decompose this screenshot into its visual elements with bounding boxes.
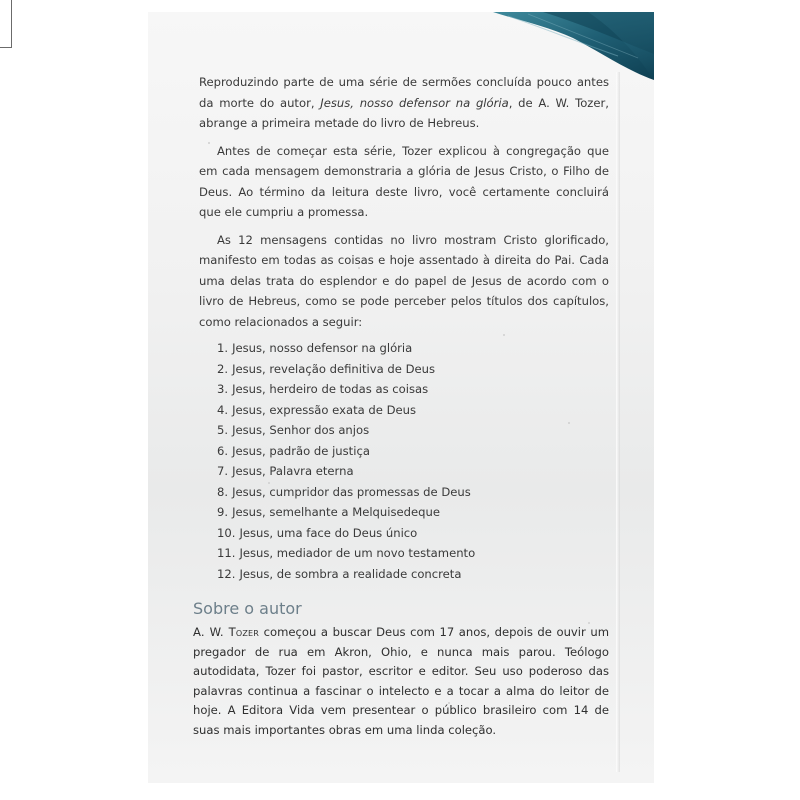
chapter-item	[217, 461, 609, 482]
chapter-title: Jesus, expressão exata de Deus	[232, 402, 417, 417]
book-title-italic: Jesus, nosso defensor na glória	[320, 95, 509, 110]
chapter-number: 7.	[217, 464, 229, 478]
chapter-number: 8.	[217, 484, 229, 499]
chapter-number: 4.	[217, 402, 229, 417]
body-text	[193, 72, 609, 740]
chapter-number: 10.	[217, 525, 236, 540]
chapter-item	[217, 441, 609, 462]
author-name: A. W. Tozer	[193, 625, 260, 639]
chapter-title: Jesus, cumpridor das promessas de Deus	[232, 484, 471, 499]
page-edge-shadow	[616, 72, 620, 772]
chapter-item	[217, 379, 609, 400]
chapter-item	[217, 564, 609, 585]
chapter-title: Jesus, nosso defensor na glória	[232, 341, 413, 355]
chapter-title: Jesus, de sombra a realidade concreta	[239, 566, 462, 581]
chapter-title: Jesus, uma face do Deus único	[239, 525, 418, 540]
about-author-paragraph	[193, 623, 609, 740]
about-author-heading: Sobre o autor	[193, 599, 302, 618]
chapter-title: Jesus, padrão de justiça	[232, 443, 370, 458]
chapter-item	[217, 482, 609, 503]
chapter-title: Jesus, herdeiro de todas as coisas	[232, 382, 429, 396]
chapter-item	[217, 338, 609, 359]
chapter-title: Jesus, revelação definitiva de Deus	[232, 361, 436, 376]
chapter-item	[217, 400, 609, 421]
crop-corner-mark	[0, 0, 12, 48]
chapter-title: Jesus, Palavra eterna	[232, 464, 354, 478]
intro-text: Reproduzindo parte de uma série de sermões concluída pouco antes da morte do autor,	[199, 75, 609, 110]
chapter-item	[217, 543, 609, 564]
chapter-item	[217, 502, 609, 523]
chapter-item	[217, 523, 609, 544]
about-author-text: começou a buscar Deus com 17 anos, depois de ouvir um pregador de rua em Akron, Ohio, e nunca mais parou. Teólogo autodidata, Tozer foi pastor, escritor e editor. Seu uso poderoso das palavras continua a fascinar o intelecto e a tocar a alma do leitor de hoje. A Editora Vida vem presentear o público brasileiro com 14 de suas mais importantes obras em uma linda coleção.	[193, 625, 609, 737]
chapter-title: Jesus, Senhor dos anjos	[232, 423, 370, 437]
intro-paragraph-2: Antes de começar esta série, Tozer explicou à congregação que em cada mensagem demonstraria a glória de Jesus Cristo, o Filho de Deus. Ao término da leitura deste livro, você certamente concluirá que ele cumpriu a promessa.	[199, 143, 609, 219]
chapter-number: 11.	[217, 546, 236, 560]
intro-text: , de A. W. Tozer, abrange a primeira metade do livro de Hebreus.	[199, 95, 609, 130]
chapter-number: 5.	[217, 423, 229, 437]
chapter-number: 2.	[217, 361, 229, 376]
chapter-number: 9.	[217, 505, 229, 519]
intro-paragraph-3: As 12 mensagens contidas no livro mostram Cristo glorificado, manifesto em todas as coisas e hoje assentado à direita do Pai. Cada uma delas trata do esplendor e do papel de Jesus de acordo com o livro de Hebreus, como se pode perceber pelos títulos dos capítulos, como relacionados a seguir:	[199, 232, 609, 329]
intro-paragraph-1	[199, 72, 609, 134]
chapter-number: 6.	[217, 443, 229, 458]
chapter-number: 3.	[217, 382, 229, 396]
chapter-number: 12.	[217, 566, 236, 581]
chapter-item	[217, 420, 609, 441]
chapter-number: 1.	[217, 341, 229, 355]
chapter-title: Jesus, semelhante a Melquisedeque	[232, 505, 440, 519]
chapter-title: Jesus, mediador de um novo testamento	[239, 546, 476, 560]
chapter-item	[217, 359, 609, 380]
chapter-list	[199, 338, 609, 584]
back-cover-page	[148, 12, 654, 783]
